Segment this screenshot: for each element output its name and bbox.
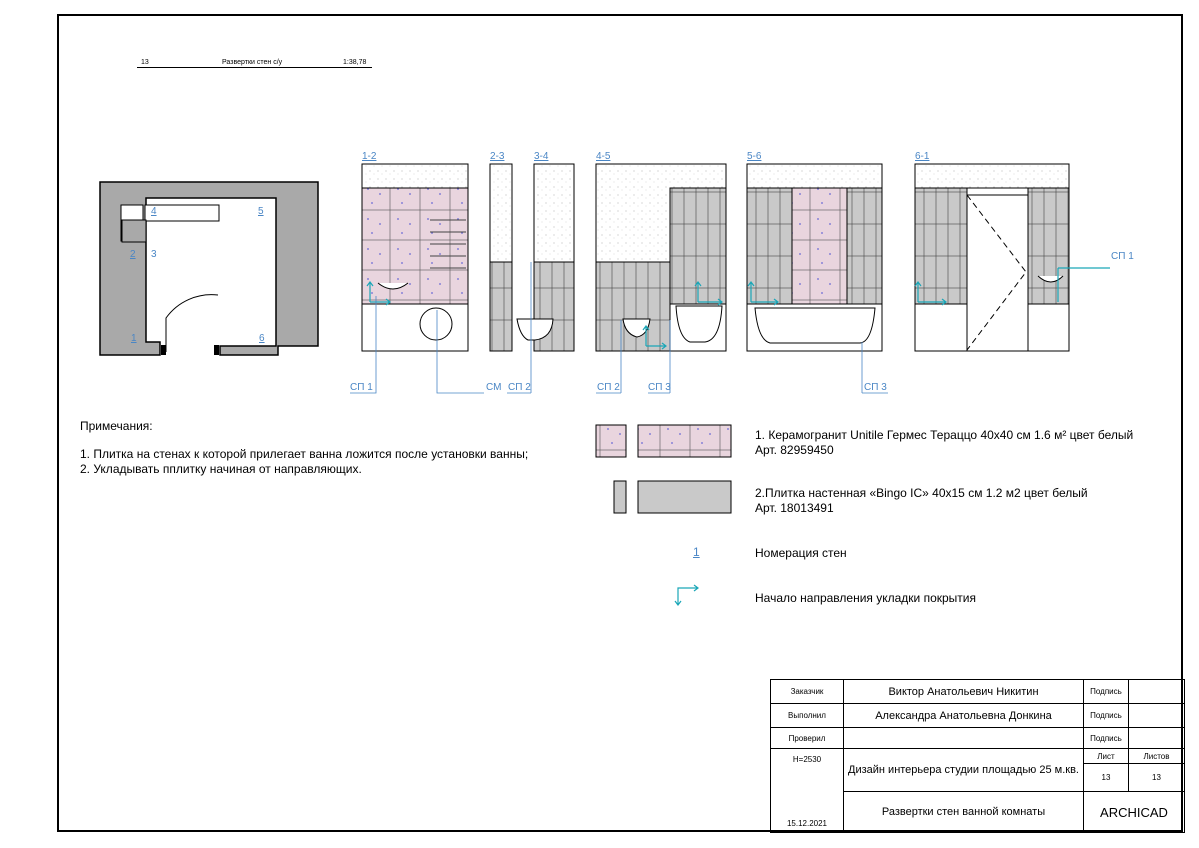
- note-item-2: 2. Укладывать пплитку начиная от направляющих.: [80, 462, 362, 476]
- legend-tile1-name: 1. Керамогранит Unitile Гермес Тераццо 40х40 см 1.6 м² цвет белый: [755, 428, 1134, 442]
- tb-performer-label: Выполнил: [770, 703, 844, 728]
- legend-grey-small: [614, 481, 626, 513]
- tb-performer-name: Александра Анатольевна Донкина: [843, 703, 1084, 728]
- elevation-label-4-5: 4-5: [596, 151, 611, 162]
- legend-tile1-art: Арт. 82959450: [755, 443, 834, 457]
- tb-signature-1: Подпись: [1083, 679, 1129, 704]
- tb-sheet-label: Лист: [1083, 748, 1129, 764]
- callout-sp1-b: СП 1: [1111, 251, 1134, 262]
- wall-number-6: 6: [259, 333, 265, 344]
- tb-checked-label: Проверил: [770, 727, 844, 749]
- elevation-5-6: [747, 164, 882, 351]
- callout-sp2: СП 2: [508, 382, 531, 393]
- tb-signature-3: Подпись: [1083, 727, 1129, 749]
- elevation-label-3-4: 3-4: [534, 151, 549, 162]
- elevation-4-5: [596, 164, 726, 351]
- tb-signature-2: Подпись: [1083, 703, 1129, 728]
- tb-date: 15.12.2021: [786, 819, 828, 828]
- tb-height: H=2530: [792, 755, 822, 764]
- legend-wall-number-symbol: 1: [693, 545, 700, 559]
- tb-customer-label: Заказчик: [770, 679, 844, 704]
- tb-sheet-value: 13: [1083, 763, 1129, 792]
- callout-sp3: СП 3: [648, 382, 671, 393]
- elevation-3-4: [517, 164, 574, 351]
- elevation-6-1: [915, 164, 1069, 351]
- note-item-1: 1. Плитка на стенах к которой прилегает ванна ложится после установки ванны;: [80, 447, 529, 461]
- elevation-2-3: [490, 164, 512, 351]
- tb-signature-2-field: [1128, 703, 1185, 728]
- tb-sheets-value: 13: [1128, 763, 1185, 792]
- callout-sp3-b: СП 3: [864, 382, 887, 393]
- wall-number-5: 5: [258, 206, 264, 217]
- callout-sm: СМ: [486, 382, 502, 393]
- legend-pink-small: [596, 425, 626, 457]
- elevation-label-6-1: 6-1: [915, 151, 930, 162]
- tb-customer-name: Виктор Анатольевич Никитин: [843, 679, 1084, 704]
- tb-signature-3-field: [1128, 727, 1185, 749]
- legend-direction-text: Начало направления укладки покрытия: [755, 591, 976, 605]
- callout-sp1: СП 1: [350, 382, 373, 393]
- floor-plan: [100, 182, 318, 355]
- wall-number-3: 3: [151, 249, 157, 260]
- wall-number-1: 1: [131, 333, 137, 344]
- elevation-1-2: [362, 164, 468, 351]
- sheet-name: Развертки стен с/у: [222, 59, 283, 66]
- wall-number-2: 2: [130, 249, 136, 260]
- tb-signature-1-field: [1128, 679, 1185, 704]
- legend-tile2-name: 2.Плитка настенная «Bingo IC» 40x15 см 1.2 м2 цвет белый: [755, 486, 1088, 500]
- elevation-label-2-3: 2-3: [490, 151, 505, 162]
- tb-drawing-title: Развертки стен ванной комнаты: [843, 791, 1084, 833]
- tb-project: Дизайн интерьера студии площадью 25 м.кв.: [843, 748, 1084, 792]
- legend-grey-large: [638, 481, 731, 513]
- notes-title: Примечания:: [80, 419, 153, 433]
- tb-sheets-label: Листов: [1128, 748, 1185, 764]
- elevation-label-5-6: 5-6: [747, 151, 762, 162]
- callout-sp2-b: СП 2: [597, 382, 620, 393]
- wall-number-4: 4: [151, 206, 157, 217]
- tb-software: ARCHICAD: [1083, 791, 1185, 833]
- legend-pink-large: [638, 425, 731, 457]
- elevation-label-1-2: 1-2: [362, 151, 377, 162]
- legend-tile2-art: Арт. 18013491: [755, 501, 834, 515]
- sheet-number: 13: [141, 59, 149, 66]
- tb-checked-name: [843, 727, 1084, 749]
- legend-wall-number-text: Номерация стен: [755, 546, 847, 560]
- scale: 1:38,78: [343, 59, 367, 66]
